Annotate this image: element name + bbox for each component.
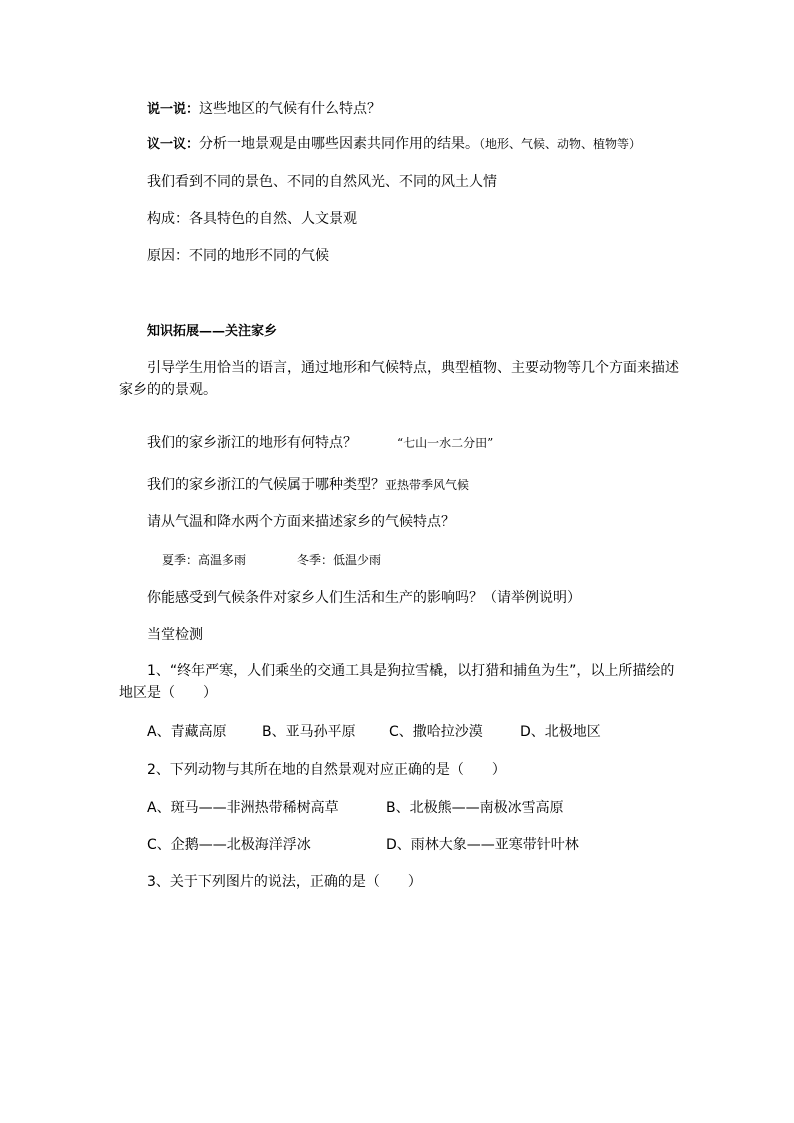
q2-option-a: A、斑马——非洲热带稀树高草 bbox=[147, 800, 339, 816]
answer-text: 亚热带季风气候 bbox=[385, 478, 470, 492]
question-text: 我们的家乡浙江的气候属于哪种类型？ bbox=[147, 477, 385, 493]
q2-option-d: D、雨林大象——亚寒带针叶林 bbox=[386, 837, 579, 853]
question-climate bbox=[147, 474, 469, 496]
line-text: 这些地区的气候有什么特点？ bbox=[199, 101, 382, 117]
q2-option-b: B、北极熊——南极冰雪高原 bbox=[386, 800, 564, 816]
question-3: 3、关于下列图片的说法，正确的是（ ） bbox=[147, 874, 422, 890]
q2-option-c: C、企鹅——北极海洋浮冰 bbox=[147, 837, 311, 853]
answer-summer: 夏季：高温多雨 bbox=[162, 553, 247, 567]
test-title: 当堂检测 bbox=[147, 627, 203, 643]
line-note: （地形、气候、动物、植物等） bbox=[479, 137, 642, 151]
question-1: 1、“终年严寒，人们乘坐的交通工具是狗拉雪橇，以打猎和捕鱼为生”，以上所描绘的地区是（ ） bbox=[119, 663, 675, 701]
q1-option-d: D、北极地区 bbox=[520, 724, 601, 740]
line-reason: 原因：不同的地形不同的气候 bbox=[147, 248, 329, 264]
line-lead: 议一议： bbox=[147, 137, 200, 152]
question-describe: 请从气温和降水两个方面来描述家乡的气候特点？ bbox=[147, 514, 455, 530]
answer-winter: 冬季：低温少雨 bbox=[297, 553, 382, 567]
line-lead: 说一说： bbox=[147, 102, 200, 117]
q1-option-b: B、亚马孙平原 bbox=[262, 724, 356, 740]
q1-option-a: A、青藏高原 bbox=[147, 724, 227, 740]
section-title: 知识拓展——关注家乡 bbox=[147, 324, 278, 339]
q1-option-c: C、撒哈拉沙漠 bbox=[389, 724, 483, 740]
guide-paragraph: 引导学生用恰当的语言，通过地形和气候特点，典型植物、主要动物等几个方面来描述家乡的的景观。 bbox=[119, 360, 679, 398]
line-scenery: 我们看到不同的景色、不同的自然风光、不同的风土人情 bbox=[147, 174, 497, 190]
question-feel: 你能感受到气候条件对家乡人们生活和生产的影响吗？（请举例说明） bbox=[147, 590, 581, 606]
question-text: 我们的家乡浙江的地形有何特点？ bbox=[147, 435, 357, 451]
question-2: 2、下列动物与其所在地的自然景观对应正确的是（ ） bbox=[147, 762, 506, 778]
question-terrain bbox=[147, 432, 493, 454]
line-composition: 构成：各具特色的自然、人文景观 bbox=[147, 211, 357, 227]
line-discuss-analyze bbox=[147, 133, 641, 156]
line-discuss-say bbox=[147, 98, 381, 121]
answer-text: “七山一水二分田” bbox=[397, 436, 494, 450]
line-text: 分析一地景观是由哪些因素共同作用的结果。 bbox=[199, 136, 480, 152]
